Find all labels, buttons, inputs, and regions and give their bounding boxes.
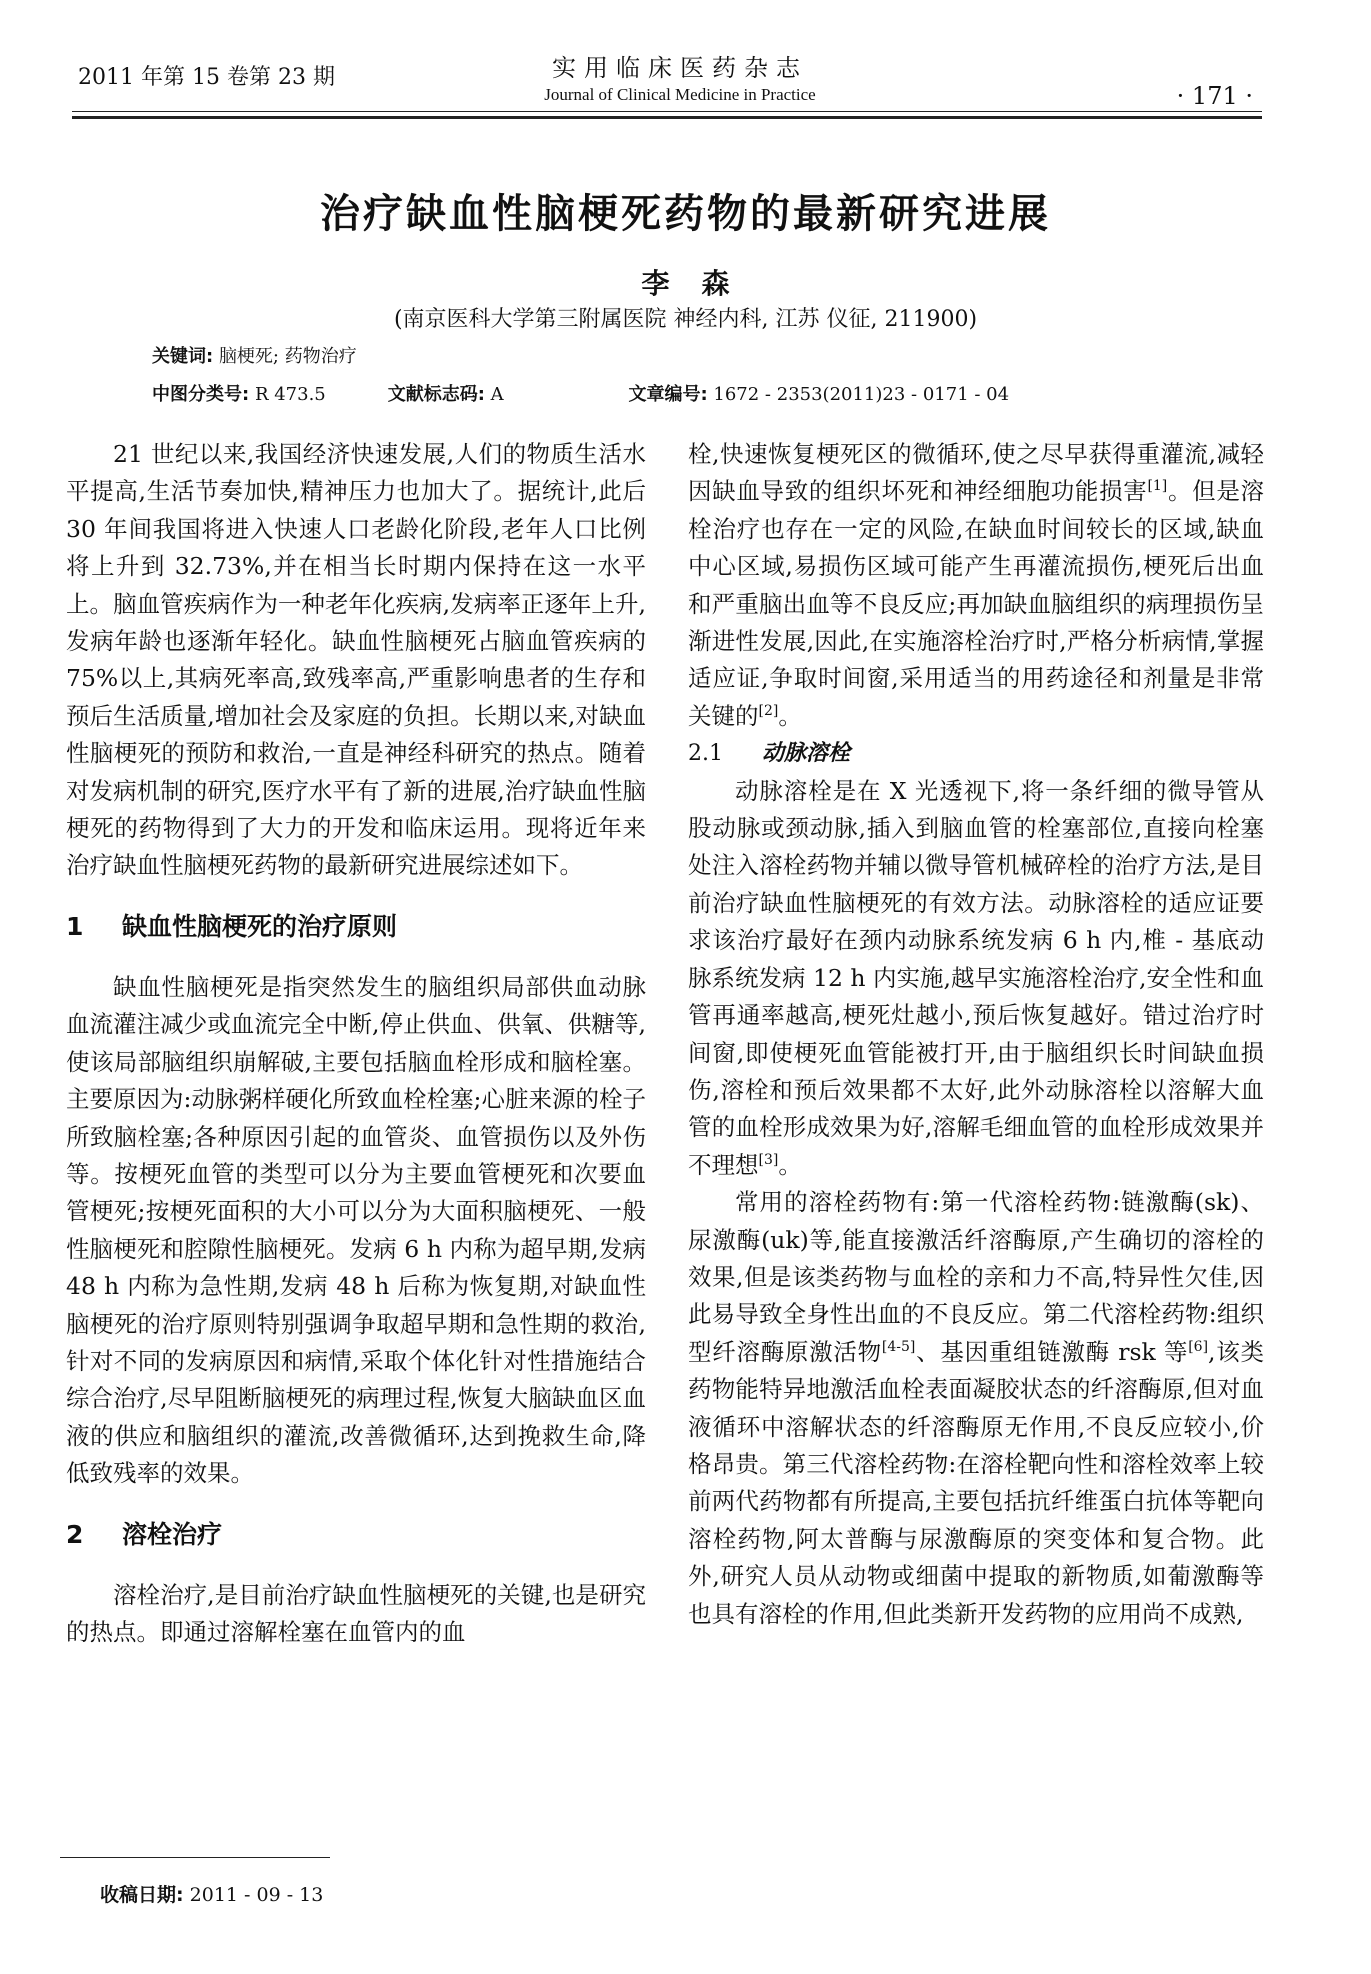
author-affiliation: (南京医科大学第三附属医院 神经内科, 江苏 仪征, 211900) (393, 307, 978, 332)
citation-4-5: [4-5] (881, 1338, 916, 1355)
intro-paragraph: 21 世纪以来,我国经济快速发展,人们的物质生活水平提高,生活节奏加快,精神压力也加大了。据统计,此后 30 年间我国将进入快速人口老龄化阶段,老年人口比例将上升到 32.73%,并在相当长时期内保持在这一水平上。脑血管疾病作为一种老年化疾病,发病率正逐年上升,发病年龄也逐渐年轻化。缺血性脑梗死占脑血管疾病的 75%以上,其病死率高,致残率高,严重影响患者的生存和预后生活质量,增加社会及家庭的负担。长期以来,对缺血性脑梗死的预防和救治,一直是神经科研究的热点。随着对发病机制的研究,医疗水平有了新的进展,治疗缺血性脑梗死的药物得到了大力的开发和临床运用。现将近年来治疗缺血性脑梗死药物的最新研究进展综述如下。 (66, 440, 646, 880)
header-rule-thick (72, 116, 1262, 119)
keywords-value: 脑梗死; 药物治疗 (218, 346, 357, 367)
clc-value: R 473.5 (254, 384, 326, 405)
section-1-heading (66, 907, 646, 947)
section-2-heading (66, 1515, 646, 1555)
section-2-number: 2 (66, 1519, 84, 1549)
citation-1: [1] (1147, 478, 1168, 495)
subsection-2-1-title: 动脉溶栓 (762, 740, 851, 767)
citation-3: [3] (758, 1151, 779, 1168)
keywords-line (152, 342, 357, 368)
received-date-footnote (100, 1880, 323, 1907)
section-2-paragraph: 溶栓治疗,是目前治疗缺血性脑梗死的关键,也是研究的热点。即通过溶解栓塞在血管内的血 (66, 1580, 646, 1646)
citation-2: [2] (758, 702, 779, 719)
received-date-value: 2011 - 09 - 13 (189, 1884, 324, 1906)
classification-line (152, 380, 1152, 406)
issue-info: 2011 年第 15 卷第 23 期 (78, 65, 335, 90)
section-1-paragraph: 缺血性脑梗死是指突然发生的脑组织局部供血动脉血流灌注减少或血流完全中断,停止供血、供氧、供糖等,使该局部脑组织崩解破,主要包括脑血栓形成和脑栓塞。主要原因为:动脉粥样硬化所致血栓栓塞;心脏来源的栓子所致脑栓塞;各种原因引起的血管炎、血管损伤以及外伤等。按梗死血管的类型可以分为主要血管梗死和次要血管梗死;按梗死面积的大小可以分为大面积脑梗死、一般性脑梗死和腔隙性脑梗死。发病 6 h 内称为超早期,发病 48 h 内称为急性期,发病 48 h 后称为恢复期,对缺血性脑梗死的治疗原则特别强调争取超早期和急性期的救治,针对不同的发病原因和病情,采取个体化针对性措施结合综合治疗,尽早阻断脑梗死的病理过程,恢复大脑缺血区血液的供应和脑组织的灌流,改善微循环,达到挽救生命,降低致残率的效果。 (66, 972, 646, 1488)
journal-name-en: Journal of Clinical Medicine in Practice (544, 85, 816, 104)
received-date-label: 收稿日期: (100, 1884, 184, 1906)
right-column (688, 436, 1264, 1633)
section-2-title: 溶栓治疗 (122, 1519, 223, 1549)
article-author: 李森 (641, 267, 762, 300)
doc-code-value: A (490, 384, 504, 405)
doc-code-label: 文献标志码: (387, 384, 485, 405)
article-number-label: 文章编号: (628, 384, 708, 405)
journal-name-cn: 实用临床医药杂志 (552, 54, 808, 82)
page-number: · 171 · (1176, 82, 1253, 110)
header-rule-thin (72, 111, 1262, 112)
citation-6: [6] (1188, 1338, 1209, 1355)
subsection-2-1-number: 2.1 (688, 741, 723, 767)
footnote-rule (60, 1857, 330, 1858)
journal-header (450, 48, 910, 105)
subsection-2-1-heading (688, 735, 1264, 772)
arterial-thrombolysis-paragraph: 动脉溶栓是在 X 光透视下,将一条纤细的微导管从股动脉或颈动脉,插入到脑血管的栓塞部位,直接向栓塞处注入溶栓药物并辅以微导管机械碎栓的治疗方法,是目前治疗缺血性脑梗死的有效方法。动脉溶栓的适应证要求该治疗最好在颈内动脉系统发病 6 h 内,椎 - 基底动脉系统发病 12 h 内实施,越早实施溶栓治疗,安全性和血管再通率越高,梗死灶越小,预后恢复越好。错过治疗时间窗,即使梗死血管能被打开,由于脑组织长时间缺血损伤,溶栓和预后效果都不太好,此外动脉溶栓以溶解大血管的血栓形成效果为好,溶解毛细血管的血栓形成效果并不理想[3]。 (688, 776, 1264, 1179)
section-1-number: 1 (66, 911, 84, 941)
left-column (66, 436, 646, 1651)
thrombolytic-drugs-paragraph: 常用的溶栓药物有:第一代溶栓药物:链激酶(sk)、尿激酶(uk)等,能直接激活纤溶酶原,产生确切的溶栓的效果,但是该类药物与血栓的亲和力不高,特异性欠佳,因此易导致全身性出血的不良反应。第二代溶栓药物:组织型纤溶酶原激活物[4-5]、基因重组链激酶 rsk 等[6],该类药物能特异地激活血栓表面凝胶状态的纤溶酶原,但对血液循环中溶解状态的纤溶酶原无作用,不良反应较小,价格昂贵。第三代溶栓药物:在溶栓靶向性和溶栓效率上较前两代药物都有所提高,主要包括抗纤维蛋白抗体等靶向溶栓药物,阿太普酶与尿激酶原的突变体和复合物。此外,研究人员从动物或细菌中提取的新物质,如葡激酶等也具有溶栓的作用,但此类新开发药物的应用尚不成熟, (688, 1188, 1264, 1628)
keywords-label: 关键词: (152, 346, 214, 367)
article-number-value: 1672 - 2353(2011)23 - 0171 - 04 (713, 384, 1010, 405)
thrombolysis-continued-paragraph: 栓,快速恢复梗死区的微循环,使之尽早获得重灌流,减轻因缺血导致的组织坏死和神经细胞功能损害[1]。但是溶栓治疗也存在一定的风险,在缺血时间较长的区域,缺血中心区域,易损伤区域可能产生再灌流损伤,梗死后出血和严重脑出血等不良反应;再加缺血脑组织的病理损伤呈渐进性发展,因此,在实施溶栓治疗时,严格分析病情,掌握适应证,争取时间窗,采用适当的用药途径和剂量是非常关键的[2]。 (688, 440, 1265, 730)
section-1-title: 缺血性脑梗死的治疗原则 (122, 911, 398, 941)
clc-label: 中图分类号: (152, 384, 250, 405)
article-title: 治疗缺血性脑梗死药物的最新研究进展 (320, 191, 1051, 237)
